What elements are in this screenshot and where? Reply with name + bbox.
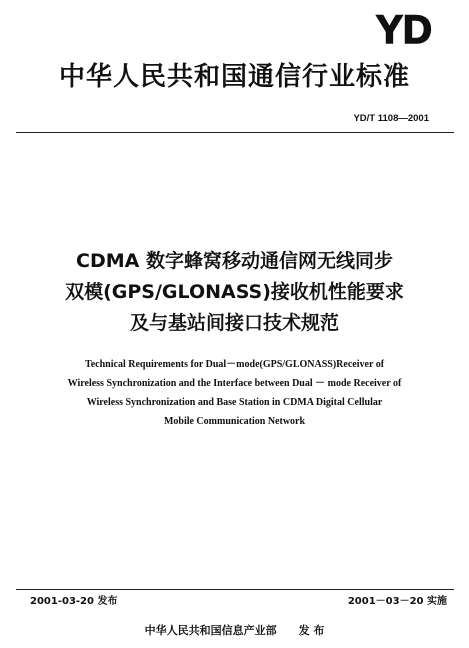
- top-rule: [16, 132, 454, 133]
- chinese-title-line-1: CDMA 数字蜂窝移动通信网无线同步: [76, 250, 393, 272]
- issuer-action: 发 布: [298, 624, 325, 637]
- chinese-title-line-3: 及与基站间接口技术规范: [129, 312, 339, 334]
- english-title-line-2: Wireless Synchronization and the Interface between Dual － mode Receiver of: [67, 378, 402, 389]
- publish-date: 2001-03-20 发布: [30, 596, 118, 607]
- standard-code: YD/T 1108—2001: [353, 113, 429, 124]
- english-title: [0, 355, 469, 431]
- standard-type-heading: 中华人民共和国通信行业标准: [58, 62, 410, 92]
- chinese-title-line-2: 双模(GPS/GLONASS)接收机性能要求: [65, 281, 404, 303]
- bottom-rule: [16, 589, 454, 590]
- yd-logo-text: YD: [376, 10, 432, 48]
- yd-logo: [375, 10, 433, 48]
- issuer-name: 中华人民共和国信息产业部: [144, 624, 277, 637]
- implement-date: 2001－03－20 实施: [347, 596, 447, 607]
- english-title-line-1: Technical Requirements for Dual－mode(GPS/GLONASS)Receiver of: [84, 359, 385, 370]
- issuer-line: [0, 622, 469, 638]
- english-title-line-3: Wireless Synchronization and Base Station in CDMA Digital Cellular: [86, 397, 383, 408]
- english-title-line-4: Mobile Communication Network: [163, 416, 306, 427]
